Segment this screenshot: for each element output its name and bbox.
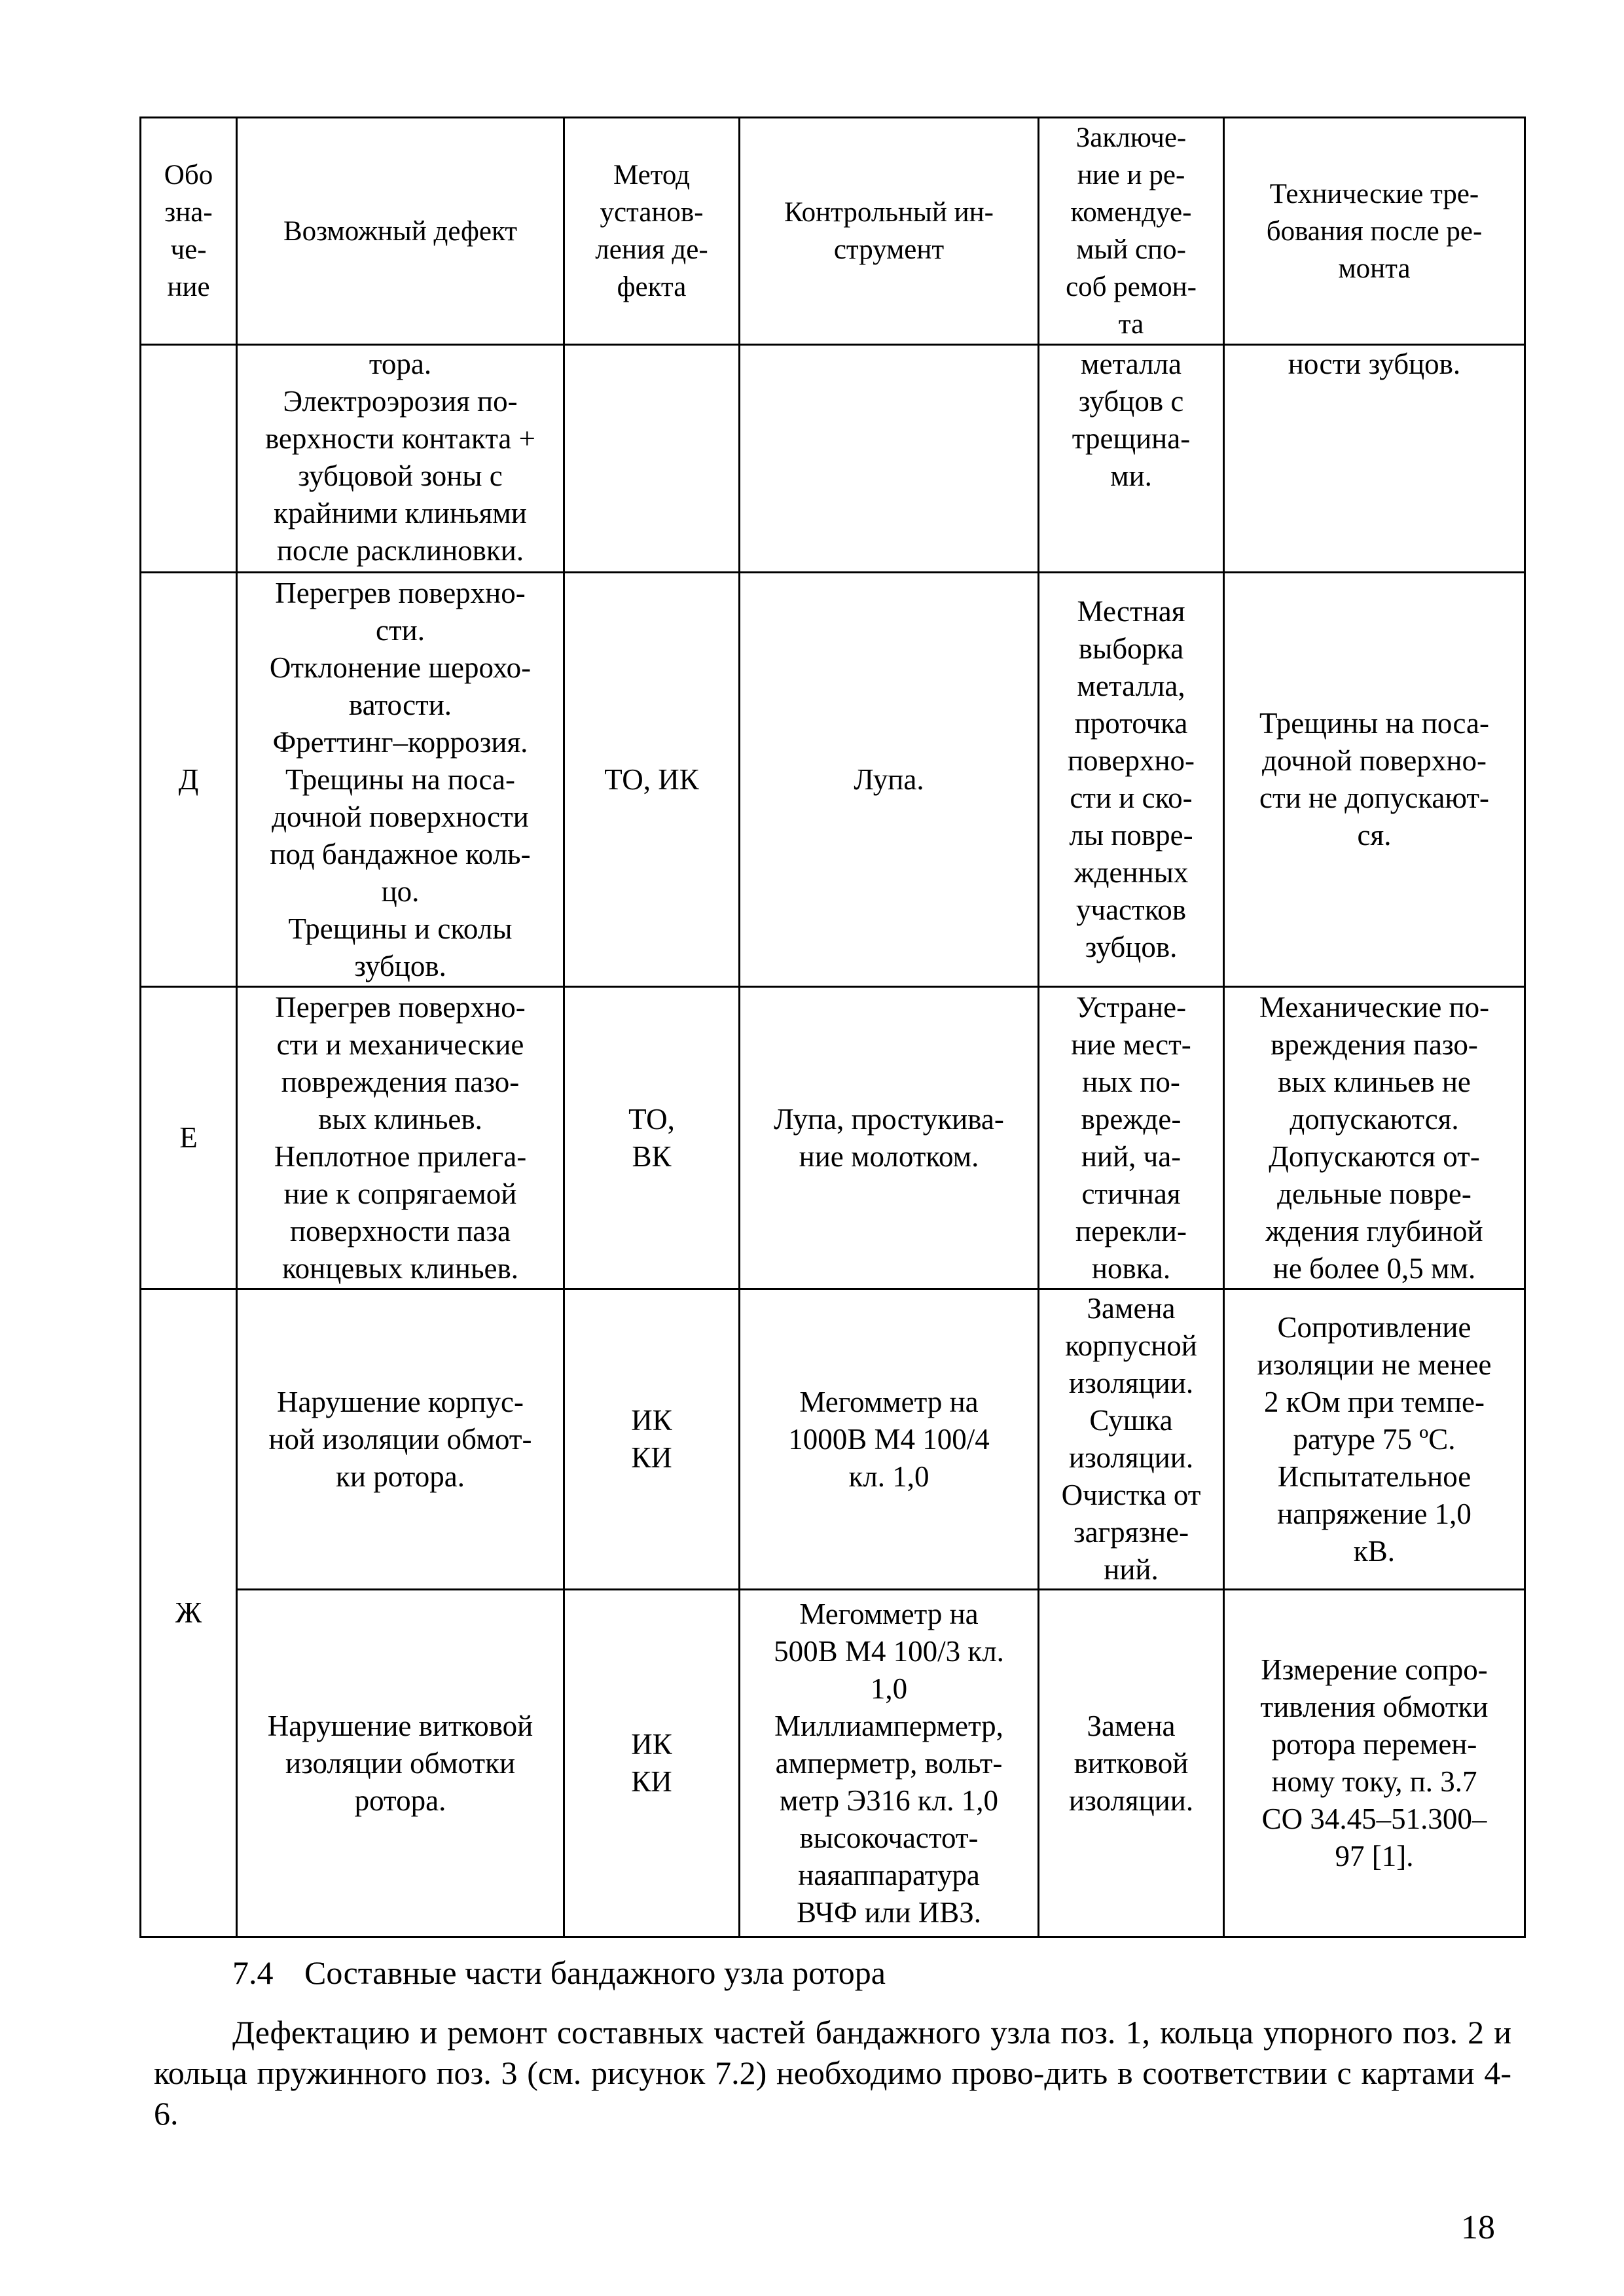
table-row [141, 987, 1525, 1289]
header-requirements: Технические тре- бования после ре- монта [1224, 118, 1525, 345]
section-heading [232, 1952, 886, 1994]
cell-requirements: Измерение сопро- тивления обмотки ротора перемен- ному току, п. 3.7 СО 34.45–51.300– 97 [1]. [1224, 1590, 1525, 1937]
page-number: 18 [1461, 2209, 1495, 2246]
section-title: Составные части бандажного узла ротора [304, 1954, 886, 1991]
cell-repair: Местная выборка металла, проточка поверхно- сти и ско- лы повре- жденных участков зубцов. [1039, 573, 1224, 987]
cell-defect: Нарушение витковой изоляции обмотки ротора. [237, 1590, 564, 1937]
cell-code: Ж [141, 1289, 237, 1937]
body-paragraph: Дефектацию и ремонт составных частей бандажного узла поз. 1, кольца упорного поз. 2 и кольца пружинного поз. 3 (см. рисунок 7.2) необходимо прово-дить в соответствии с картами 4-6. [154, 2014, 1511, 2132]
header-designation: Обо зна- че- ние [141, 118, 237, 345]
cell-code: Д [141, 573, 237, 987]
cell-requirements: ности зубцов. [1224, 345, 1525, 573]
cell-method [564, 345, 740, 573]
cell-defect: тора. Электроэрозия по- верхности контакта + зубцовой зоны с крайними клиньями после расклиновки. [237, 345, 564, 573]
cell-method: ТО, ИК [564, 573, 740, 987]
cell-requirements: Механические по- вреждения пазо- вых клиньев не допускаются. Допускаются от- дельные повре- ждения глубиной не более 0,5 мм. [1224, 987, 1525, 1289]
cell-repair: Устране- ние мест- ных по- врежде- ний, ча- стичная перекли- новка. [1039, 987, 1224, 1289]
section-number: 7.4 [232, 1954, 274, 1991]
cell-tool: Лупа, простукива- ние молотком. [740, 987, 1039, 1289]
cell-repair: металла зубцов с трещина- ми. [1039, 345, 1224, 573]
cell-requirements: Сопротивление изоляции не менее 2 кОм при темпе- ратуре 75 ºС. Испытательное напряжение 1,0 кВ. [1224, 1289, 1525, 1590]
cell-defect: Нарушение корпус- ной изоляции обмот- ки ротора. [237, 1289, 564, 1590]
cell-tool [740, 345, 1039, 573]
cell-code: Е [141, 987, 237, 1289]
table-row [141, 345, 1525, 573]
defects-table [139, 117, 1526, 1938]
cell-repair: Замена корпусной изоляции. Сушка изоляции. Очистка от загрязне- ний. [1039, 1289, 1224, 1590]
cell-method: ТО, ВК [564, 987, 740, 1289]
table-row [141, 1590, 1525, 1937]
header-method: Метод установ- ления де- фекта [564, 118, 740, 345]
cell-tool: Лупа. [740, 573, 1039, 987]
table-header-row [141, 118, 1525, 345]
table-row [141, 573, 1525, 987]
header-defect: Возможный дефект [237, 118, 564, 345]
cell-tool: Мегомметр на 1000В М4 100/4 кл. 1,0 [740, 1289, 1039, 1590]
cell-code [141, 345, 237, 573]
cell-method: ИК КИ [564, 1590, 740, 1937]
cell-defect: Перегрев поверхно- сти и механические повреждения пазо- вых клиньев. Неплотное прилега- ние к сопрягаемой поверхности паза концевых клиньев. [237, 987, 564, 1289]
cell-method: ИК КИ [564, 1289, 740, 1590]
header-repair: Заключе- ние и ре- комендуе- мый спо- соб ремон- та [1039, 118, 1224, 345]
cell-tool: Мегомметр на 500В М4 100/3 кл. 1,0 Миллиамперметр, амперметр, вольт- метр Э316 кл. 1,0 высокочастот- наяаппаратура ВЧФ или ИВЗ. [740, 1590, 1039, 1937]
cell-requirements: Трещины на поса- дочной поверхно- сти не допускают- ся. [1224, 573, 1525, 987]
cell-repair: Замена витковой изоляции. [1039, 1590, 1224, 1937]
header-tool: Контрольный ин- струмент [740, 118, 1039, 345]
table-row [141, 1289, 1525, 1590]
cell-defect: Перегрев поверхно- сти. Отклонение шерохо- ватости. Фреттинг–коррозия. Трещины на поса- дочной поверхности под бандажное коль- цо. Трещины и сколы зубцов. [237, 573, 564, 987]
